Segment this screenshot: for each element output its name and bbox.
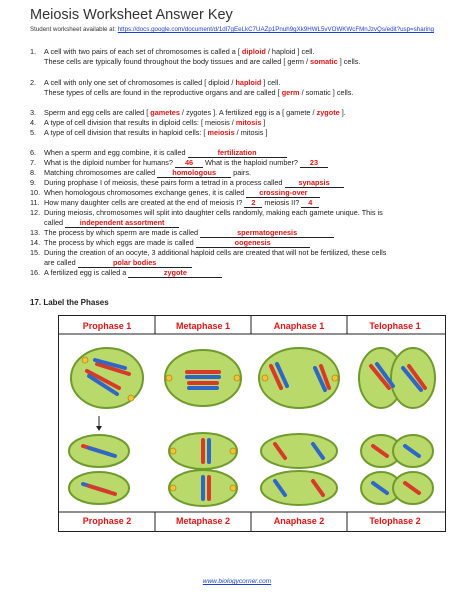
question-2	[30, 78, 280, 87]
answer-blank: 23	[300, 159, 328, 168]
centrosome	[170, 448, 176, 454]
phase-diagram	[59, 316, 445, 531]
phases-table	[58, 315, 446, 532]
q-text: Sperm and egg cells are called [	[44, 108, 151, 117]
q-text: During the creation of an oocyte, 3 additional haploid cells are created that will not be fertilized, these cells	[44, 248, 387, 257]
answer: gametes	[150, 108, 180, 117]
q-text: A fertilized egg is called a	[44, 268, 129, 277]
q-number: 6.	[30, 148, 37, 157]
answer-blank: fertilization	[188, 149, 287, 158]
q-text: pairs.	[231, 168, 252, 177]
answer-blank: homologous	[157, 169, 231, 178]
question-15b	[30, 258, 192, 268]
q-number: 11.	[30, 198, 40, 207]
q-text: A cell with only one set of chromosomes is called [ diploid /	[44, 78, 236, 87]
centrosome	[230, 448, 236, 454]
q-text: / haploid ] cell.	[265, 47, 315, 56]
centrosome	[170, 485, 176, 491]
q-number: 13.	[30, 228, 41, 237]
centrosome	[332, 375, 338, 381]
q-number: 7.	[30, 158, 37, 167]
question-2b	[30, 88, 353, 97]
question-5	[30, 128, 267, 137]
question-9	[30, 178, 344, 188]
q-number: 9.	[30, 178, 37, 187]
q-text: When homologous chromosomes exchange genes, it is called	[44, 188, 247, 197]
q-number: 4.	[30, 118, 37, 127]
cell-membrane	[261, 471, 337, 505]
question-13	[30, 228, 334, 238]
q-number: 15.	[30, 248, 41, 257]
q-number: 12.	[30, 208, 41, 217]
centrosome	[128, 395, 134, 401]
label-prophase-2: Prophase 2	[82, 516, 132, 526]
centrosome	[230, 485, 236, 491]
answer: haploid	[235, 78, 262, 87]
q-text: called	[44, 218, 66, 227]
q-number: 5.	[30, 128, 37, 137]
q-text: During meiosis, chromosomes will split into daughter cells randomly, making each gamete unique. This is	[44, 208, 383, 217]
label-telophase-2: Telophase 2	[369, 516, 421, 526]
q-text: During prophase I of meiosis, these pairs form a tetrad in a process called	[44, 178, 285, 187]
q-text: These cells are typically found throughout the body tissues and are called [ germ /	[44, 57, 311, 66]
answer-blank: polar bodies	[78, 259, 192, 268]
worksheet-link[interactable]: https://docs.google.com/document/d/1dl7gEeLkC7UAZp1Pnuh9gXk9HWL5vVOWKWcFMnJzvQs/edit?usp=sharing	[117, 26, 434, 33]
q-text: A type of cell division that results in haploid cells: [	[44, 128, 208, 137]
q-number: 8.	[30, 168, 37, 177]
q-text: What is the diploid number for humans?	[44, 158, 176, 167]
q-text: / zygotes ]. A fertilized egg is a [ gamete /	[179, 108, 317, 117]
centrosome	[262, 375, 268, 381]
question-1b	[30, 57, 360, 66]
question-14	[30, 238, 310, 248]
answer-blank: zygote	[128, 269, 222, 278]
q-number: 2.	[30, 78, 37, 87]
label-telophase-1: Telophase 1	[369, 321, 421, 331]
q-text: A type of cell division that results in diploid cells: [ meiosis /	[44, 118, 236, 127]
section-17-title: 17. Label the Phases	[30, 298, 109, 307]
label-metaphase-1: Metaphase 1	[175, 321, 231, 331]
answer: mitosis	[235, 118, 262, 127]
q-text: meiosis II?	[262, 198, 302, 207]
q-number: 10.	[30, 188, 41, 197]
label-anaphase-1: Anaphase 1	[273, 321, 325, 331]
question-11	[30, 198, 319, 208]
q-number: 14.	[30, 238, 41, 247]
answer: meiosis	[207, 128, 235, 137]
q-text: Matching chromosomes are called	[44, 168, 158, 177]
page-title: Meiosis Worksheet Answer Key	[30, 7, 233, 23]
q-text: What is the haploid number?	[203, 158, 300, 167]
answer-blank: 46	[175, 159, 203, 168]
centrosome	[234, 375, 240, 381]
q-text: The process by which sperm are made is called	[44, 228, 201, 237]
q-text: How many daughter cells are created at the end of meiosis I?	[44, 198, 245, 207]
answer-blank: crossing-over	[246, 189, 320, 198]
question-4	[30, 118, 265, 127]
answer-blank: oogenesis	[196, 239, 310, 248]
worksheet-link-line	[30, 26, 434, 33]
question-12b	[30, 218, 179, 228]
question-1	[30, 47, 315, 56]
arrow-head	[96, 426, 102, 431]
q-text: The process by which eggs are made is called	[44, 238, 196, 247]
answer: somatic	[310, 57, 338, 66]
answer-blank: synapsis	[285, 179, 344, 188]
answer-blank: spermatogenesis	[200, 229, 334, 238]
q-text: When a sperm and egg combine, it is called	[44, 148, 188, 157]
label-prophase-1: Prophase 1	[82, 321, 132, 331]
label-anaphase-2: Anaphase 2	[273, 516, 325, 526]
q-text: / mitosis ]	[234, 128, 268, 137]
label-metaphase-2: Metaphase 2	[175, 516, 231, 526]
subline-prefix: Student worksheet available at:	[30, 26, 118, 33]
cell-membrane	[261, 434, 337, 468]
question-15	[30, 248, 386, 257]
question-10	[30, 188, 320, 198]
q-number: 16.	[30, 268, 41, 277]
q-text: / somatic ] cells.	[299, 88, 354, 97]
q-text: are called	[44, 258, 78, 267]
centrosome	[166, 375, 172, 381]
answer: diploid	[241, 47, 266, 56]
answer-blank: independent assortment	[65, 219, 179, 228]
question-12	[30, 208, 383, 217]
question-7	[30, 158, 328, 168]
q-text: These types of cells are found in the reproductive organs and are called [	[44, 88, 282, 97]
question-3	[30, 108, 346, 117]
q-text: ] cell.	[261, 78, 281, 87]
question-6	[30, 148, 287, 158]
answer-blank: 4	[301, 199, 319, 208]
q-number: 3.	[30, 108, 37, 117]
answer: germ	[281, 88, 300, 97]
q-text: ] cells.	[337, 57, 361, 66]
answer-blank: 2	[244, 199, 262, 208]
q-text: ]	[261, 118, 266, 127]
footer-link[interactable]: www.biologycorner.com	[202, 578, 272, 585]
centrosome	[82, 357, 88, 363]
answer: zygote	[316, 108, 340, 117]
q-number: 1.	[30, 47, 37, 56]
q-text: A cell with two pairs of each set of chromosomes is called a [	[44, 47, 242, 56]
q-text: ].	[339, 108, 346, 117]
question-8	[30, 168, 251, 178]
question-16	[30, 268, 222, 278]
